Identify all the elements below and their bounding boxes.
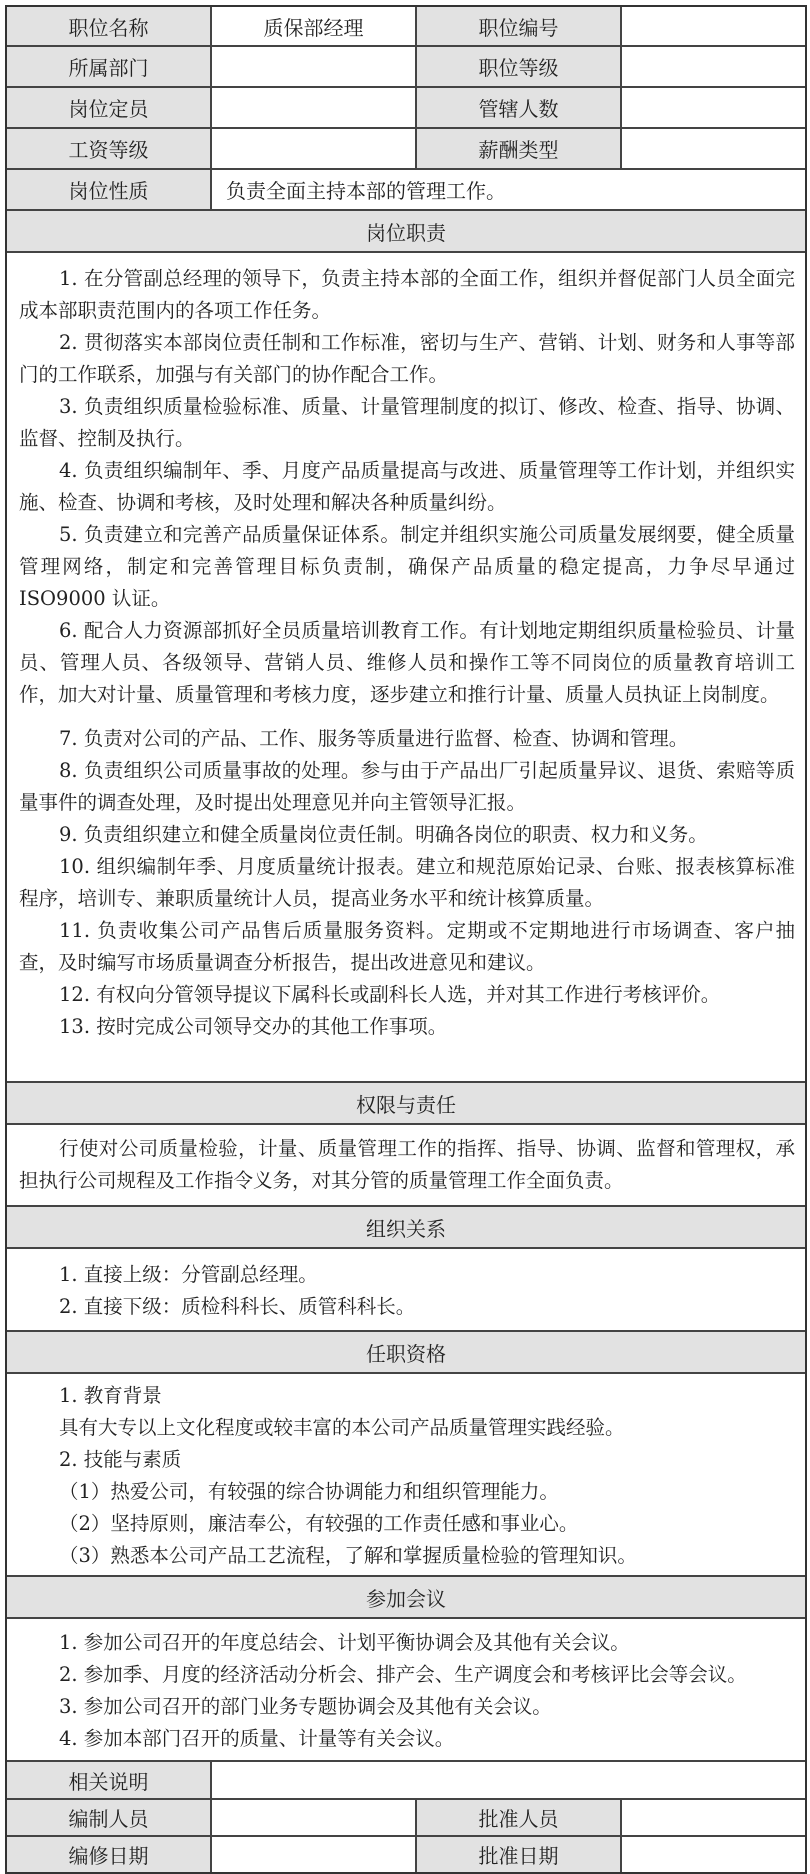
skill-heading: 2. 技能与素质 [59, 1448, 182, 1471]
qualification-body [7, 1374, 647, 1575]
row-notes [7, 1762, 805, 1800]
row-salary [7, 129, 805, 170]
value-job-number [622, 7, 805, 45]
label-job-level: 职位等级 [417, 47, 622, 86]
qualification-title: 任职资格 [7, 1332, 805, 1372]
skill-item: （2）坚持原则，廉洁奉公，有较强的工作责任感和事业心。 [59, 1512, 579, 1535]
label-department: 所属部门 [7, 47, 212, 86]
meetings-body [7, 1619, 757, 1760]
row-headcount [7, 88, 805, 129]
section-organization [7, 1249, 805, 1332]
value-pay-type [622, 129, 805, 168]
duty-item: 5. 负责建立和完善产品质量保证体系。制定并组织实施公司质量发展纲要，健全质量管理网络，制定和完善管理目标负责制，确保产品质量的稳定提高，力争尽早通过ISO9000 认证。 [19, 523, 795, 610]
row-dates [7, 1837, 805, 1872]
duty-item: 7. 负责对公司的产品、工作、服务等质量进行监督、检查、协调和管理。 [59, 727, 689, 750]
value-revise-date [212, 1837, 417, 1872]
section-qualification-header [7, 1332, 805, 1374]
skill-item: （1）热爱公司，有较强的综合协调能力和组织管理能力。 [59, 1480, 559, 1503]
label-pay-type: 薪酬类型 [417, 129, 622, 168]
organization-title: 组织关系 [7, 1207, 805, 1247]
meeting-item: 3. 参加公司召开的部门业务专题协调会及其他有关会议。 [59, 1695, 552, 1718]
section-qualification [7, 1374, 805, 1577]
value-notes [212, 1762, 805, 1798]
duty-item: 13. 按时完成公司领导交办的其他工作事项。 [59, 1015, 448, 1038]
value-approve-date [622, 1837, 805, 1872]
meeting-item: 4. 参加本部门召开的质量、计量等有关会议。 [59, 1727, 455, 1750]
duty-item: 2. 贯彻落实本部岗位责任制和工作标准，密切与生产、营销、计划、财务和人事等部门的工作联系，加强与有关部门的协作配合工作。 [19, 331, 795, 386]
value-salary-grade [212, 129, 417, 168]
value-headcount [212, 88, 417, 127]
value-nature: 负责全面主持本部的管理工作。 [212, 170, 805, 209]
value-job-title: 质保部经理 [212, 7, 417, 45]
section-authority-header [7, 1083, 805, 1125]
authority-body [7, 1125, 805, 1205]
row-prepared [7, 1800, 805, 1837]
meeting-item: 1. 参加公司召开的年度总结会、计划平衡协调会及其他有关会议。 [59, 1631, 630, 1654]
label-job-title: 职位名称 [7, 7, 212, 45]
duties-title: 岗位职责 [7, 211, 805, 251]
duty-item: 8. 负责组织公司质量事故的处理。参与由于产品出厂引起质量异议、退货、索赔等质量事件的调查处理，及时提出处理意见并向主管领导汇报。 [19, 759, 795, 814]
section-duties [7, 253, 805, 1083]
edu-text: 具有大专以上文化程度或较丰富的本公司产品质量管理实践经验。 [59, 1416, 625, 1439]
authority-text: 行使对公司质量检验，计量、质量管理工作的指挥、指导、协调、监督和管理权，承担执行公司规程及工作指令义务，对其分管的质量管理工作全面负责。 [19, 1137, 795, 1192]
value-job-level [622, 47, 805, 86]
org-item: 1. 直接上级：分管副总经理。 [59, 1263, 318, 1286]
value-subordinates [622, 88, 805, 127]
duties-list [7, 253, 805, 1081]
duty-item: 1. 在分管副总经理的领导下，负责主持本部的全面工作，组织并督促部门人员全面完成本部职责范围内的各项工作任务。 [19, 267, 795, 322]
org-item: 2. 直接下级：质检科科长、质管科科长。 [59, 1295, 416, 1318]
skill-item: （3）熟悉本公司产品工艺流程，了解和掌握质量检验的管理知识。 [59, 1544, 637, 1567]
label-revise-date: 编修日期 [7, 1837, 212, 1872]
job-description-table [5, 5, 807, 1874]
row-job-title [7, 7, 805, 47]
duty-item: 3. 负责组织质量检验标准、质量、计量管理制度的拟订、修改、检查、指导、协调、监督、控制及执行。 [19, 395, 795, 450]
meetings-title: 参加会议 [7, 1577, 805, 1617]
value-department [212, 47, 417, 86]
duty-item: 12. 有权向分管领导提议下属科长或副科长人选，并对其工作进行考核评价。 [59, 983, 721, 1006]
row-department [7, 47, 805, 88]
label-prepared-by: 编制人员 [7, 1800, 212, 1835]
label-subordinates: 管辖人数 [417, 88, 622, 127]
label-approved-by: 批准人员 [417, 1800, 622, 1835]
label-approve-date: 批准日期 [417, 1837, 622, 1872]
label-job-number: 职位编号 [417, 7, 622, 45]
duty-item: 11. 负责收集公司产品售后质量服务资料。定期或不定期地进行市场调查、客户抽查，及时编写市场质量调查分析报告，提出改进意见和建议。 [19, 919, 795, 974]
section-organization-header [7, 1207, 805, 1249]
authority-title: 权限与责任 [7, 1083, 805, 1123]
section-meetings [7, 1619, 805, 1762]
label-nature: 岗位性质 [7, 170, 212, 209]
label-headcount: 岗位定员 [7, 88, 212, 127]
organization-body [7, 1249, 425, 1330]
value-approved-by [622, 1800, 805, 1835]
label-salary-grade: 工资等级 [7, 129, 212, 168]
value-prepared-by [212, 1800, 417, 1835]
section-duties-header [7, 211, 805, 253]
meeting-item: 2. 参加季、月度的经济活动分析会、排产会、生产调度会和考核评比会等会议。 [59, 1663, 747, 1686]
duty-item: 6. 配合人力资源部抓好全员质量培训教育工作。有计划地定期组织质量检验员、计量员、管理人员、各级领导、营销人员、维修人员和操作工等不同岗位的质量教育培训工作，加大对计量、质量管理和考核力度，逐步建立和推行计量、质量人员执证上岗制度。 [19, 619, 795, 706]
row-nature [7, 170, 805, 211]
edu-heading: 1. 教育背景 [59, 1384, 162, 1407]
duty-item: 10. 组织编制年季、月度质量统计报表。建立和规范原始记录、台账、报表核算标准程序，培训专、兼职质量统计人员，提高业务水平和统计核算质量。 [19, 855, 795, 910]
label-notes: 相关说明 [7, 1762, 212, 1798]
section-meetings-header [7, 1577, 805, 1619]
section-authority [7, 1125, 805, 1207]
duty-item: 9. 负责组织建立和健全质量岗位责任制。明确各岗位的职责、权力和义务。 [59, 823, 708, 846]
duty-item: 4. 负责组织编制年、季、月度产品质量提高与改进、质量管理等工作计划，并组织实施、检查、协调和考核，及时处理和解决各种质量纠纷。 [19, 459, 795, 514]
